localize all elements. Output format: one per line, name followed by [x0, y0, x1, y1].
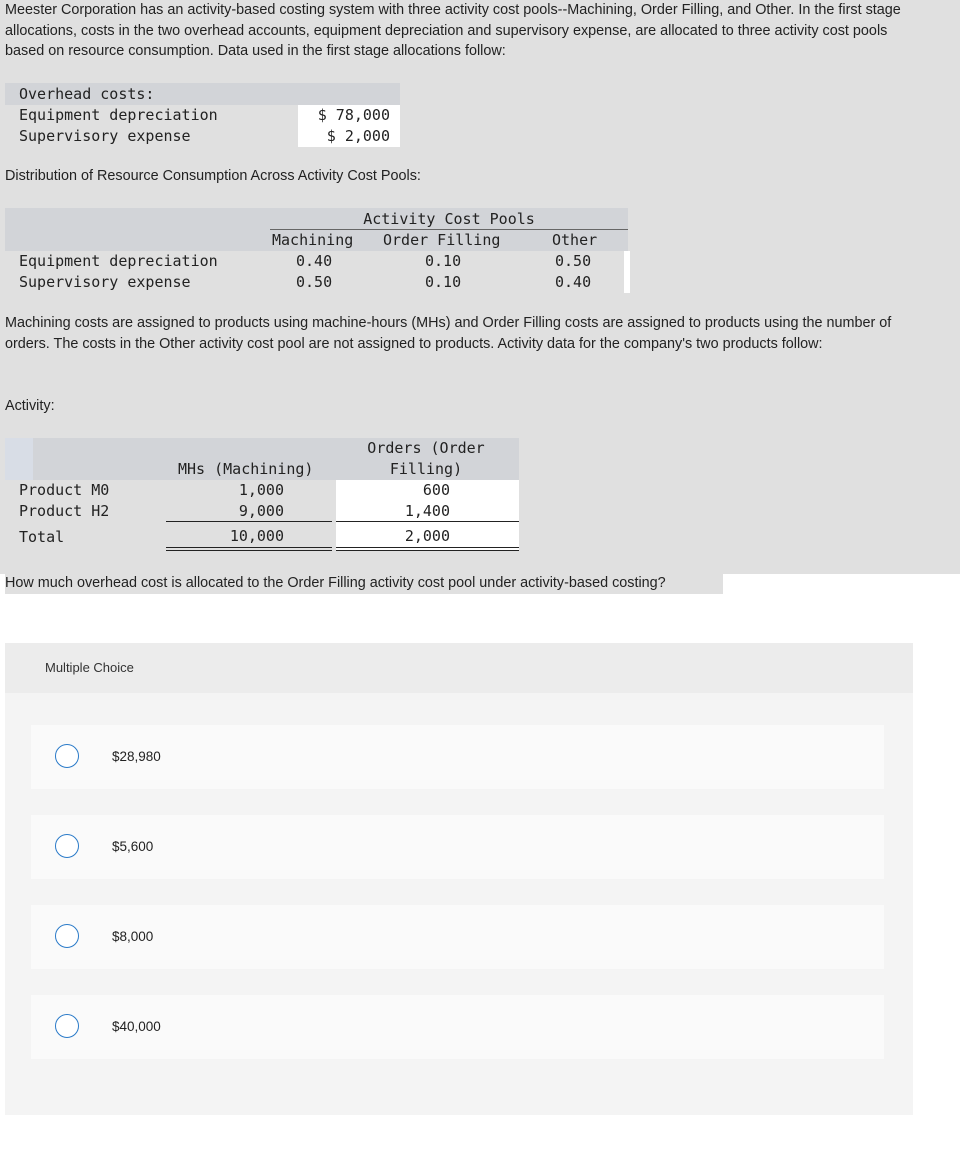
distribution-right-edge: [624, 251, 630, 293]
orders-subtotal-rule: [336, 521, 519, 522]
orders-total: 2,000: [404, 527, 450, 545]
orders-total-rule-2: [336, 550, 519, 551]
answer-option-label: $28,980: [112, 749, 161, 764]
mhs-cell: 1,000: [238, 481, 284, 499]
product-label: Product H2: [19, 502, 110, 520]
col-header-orders-line2: Filling): [389, 460, 463, 478]
col-header-orders: Orders (Order: [367, 439, 485, 457]
col-header-mhs: MHs (Machining): [178, 460, 314, 478]
radio-button[interactable]: [55, 924, 79, 948]
col-header-machining: Machining: [272, 231, 354, 249]
multiple-choice-header: [5, 643, 913, 693]
answer-option[interactable]: [31, 995, 884, 1059]
overhead-row-value: $ 2,000: [326, 127, 390, 145]
answer-option-label: $8,000: [112, 929, 154, 944]
mhs-subtotal-rule: [166, 521, 332, 522]
product-label: Product M0: [19, 481, 110, 499]
distribution-cell: 0.50: [555, 252, 592, 270]
radio-button[interactable]: [55, 834, 79, 858]
mhs-total-rule-2: [166, 550, 332, 551]
overhead-row-value: $ 78,000: [317, 106, 390, 124]
mhs-cell: 9,000: [238, 502, 284, 520]
overhead-row-label: Supervisory expense: [19, 127, 191, 145]
intro-text: Meester Corporation has an activity-based costing system with three activity cost pools--Machining, Order Filling, and Other. In the first stage allocations, costs in the two overhead accounts, equipment depreciation and supervisory expense, are allocated to three activity cost pools based on resource consumption. Data used in the first stage allocations follow:: [5, 2, 901, 59]
question-block: [0, 0, 960, 574]
distribution-heading: Distribution of Resource Consumption Across Activity Cost Pools:: [5, 168, 421, 184]
distribution-cell: 0.50: [296, 273, 333, 291]
activity-cost-pools-header: Activity Cost Pools: [363, 210, 535, 228]
assignment-text: Machining costs are assigned to products using machine-hours (MHs) and Order Filling costs are assigned to products using the number of orders. The costs in the Other activity cost pool are not assigned to products. Activity data for the company's two products follow:: [5, 315, 892, 352]
activity-heading: Activity:: [5, 398, 55, 414]
mhs-total-rule-1: [166, 547, 332, 548]
distribution-row-label: Supervisory expense: [19, 273, 191, 291]
distribution-row-label: Equipment depreciation: [19, 252, 218, 270]
total-label: Total: [19, 528, 65, 546]
orders-cell: 1,400: [404, 502, 450, 520]
answer-option-label: $5,600: [112, 839, 154, 854]
overhead-heading: Overhead costs:: [19, 85, 155, 103]
question-text: How much overhead cost is allocated to the Order Filling activity cost pool under activity-based costing?: [5, 572, 723, 594]
radio-button[interactable]: [55, 744, 79, 768]
answer-option[interactable]: [31, 905, 884, 969]
distribution-cell: 0.10: [425, 273, 462, 291]
answer-option[interactable]: [31, 725, 884, 789]
multiple-choice-label: Multiple Choice: [45, 660, 134, 675]
activity-corner-bg: [5, 438, 33, 480]
col-header-other: Other: [552, 231, 598, 249]
multiple-choice-panel: [5, 643, 913, 1115]
overhead-row-label: Equipment depreciation: [19, 106, 218, 124]
distribution-cell: 0.10: [425, 252, 462, 270]
distribution-cell: 0.40: [296, 252, 333, 270]
mhs-total: 10,000: [229, 527, 284, 545]
col-header-order-filling: Order Filling: [383, 231, 501, 249]
orders-total-rule-1: [336, 547, 519, 548]
answer-option-label: $40,000: [112, 1019, 161, 1034]
orders-cell: 600: [422, 481, 450, 499]
distribution-cell: 0.40: [555, 273, 592, 291]
radio-button[interactable]: [55, 1014, 79, 1038]
answer-option[interactable]: [31, 815, 884, 879]
